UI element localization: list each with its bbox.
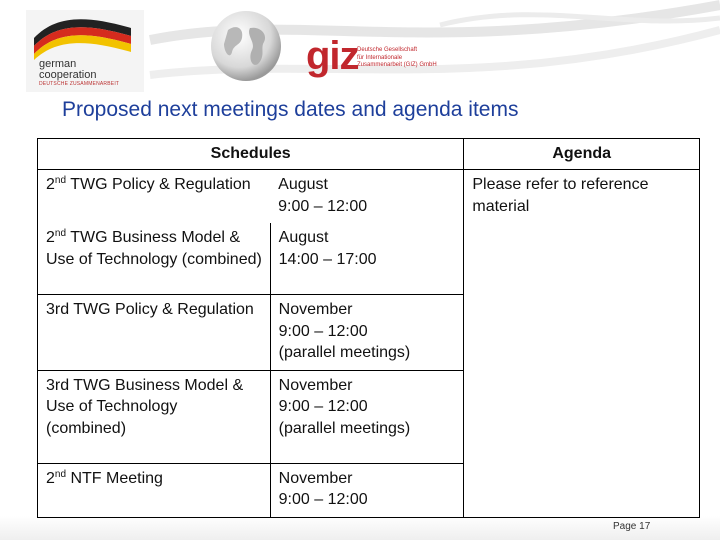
meeting-date: November 9:00 – 12:00 (parallel meetings) [270, 370, 464, 463]
meeting-name: 3rd TWG Business Model & Use of Technology (combined) [38, 370, 271, 463]
header-schedules: Schedules [38, 139, 464, 170]
logo-text-cooperation: cooperation [39, 69, 97, 81]
meeting-name: 2nd NTF Meeting [38, 463, 271, 517]
meeting-date: November 9:00 – 12:00 (parallel meetings) [270, 295, 464, 371]
giz-name-text: Deutsche Gesellschaft für Internationale Zusammenarbeit (GIZ) GmbH [357, 47, 437, 68]
logo-text-deutsche: DEUTSCHE ZUSAMMENARBEIT [39, 81, 120, 87]
meeting-name: 3rd TWG Policy & Regulation [38, 295, 271, 371]
german-cooperation-logo [26, 10, 144, 92]
table-row [38, 170, 700, 224]
table-header-row [38, 139, 700, 170]
meeting-date: August 14:00 – 17:00 [270, 223, 464, 295]
meeting-date: August 9:00 – 12:00 [270, 170, 464, 224]
meeting-date: November 9:00 – 12:00 [270, 463, 464, 517]
german-flag-wave-icon [26, 10, 144, 60]
meetings-table [37, 138, 700, 518]
meeting-name: 2nd TWG Policy & Regulation [46, 175, 251, 193]
page-number: Page 17 [613, 521, 651, 532]
logo-text-german: german [39, 58, 77, 70]
header-agenda: Agenda [552, 145, 612, 162]
giz-logo: giz [306, 34, 359, 78]
globe-icon [208, 8, 284, 84]
agenda-cell: Please refer to reference material [472, 176, 649, 215]
footer-band [0, 516, 720, 540]
page-title: Proposed next meetings dates and agenda items [62, 98, 519, 121]
meeting-name: 2nd TWG Business Model & Use of Technology (combined) [38, 223, 271, 295]
